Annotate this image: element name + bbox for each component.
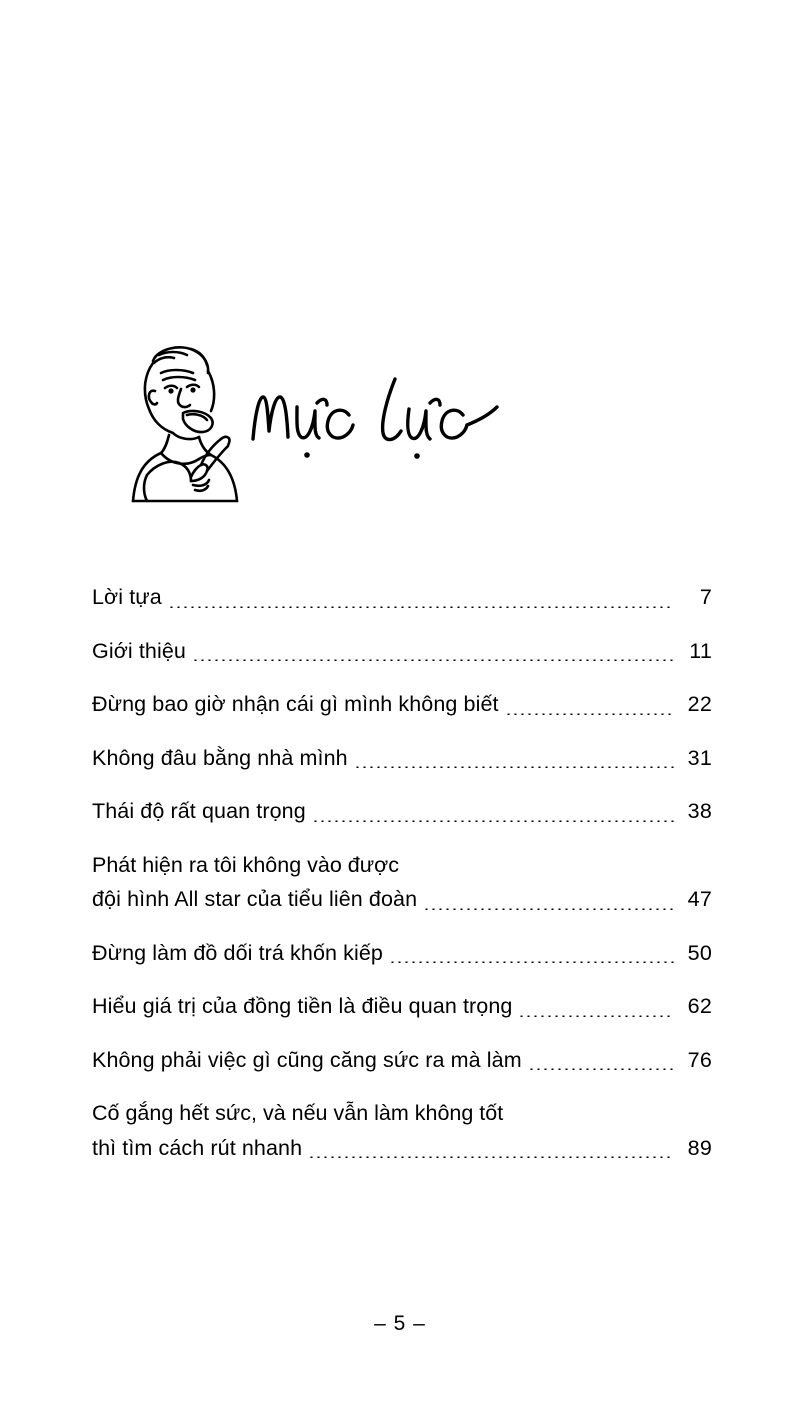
cartoon-man-pointing-icon <box>95 325 245 515</box>
toc-leader-dots <box>518 1014 674 1017</box>
toc-entry-page: 89 <box>687 1135 712 1160</box>
toc-entry-page: 62 <box>687 994 712 1019</box>
toc-entry[interactable] <box>92 796 712 827</box>
toc-entry-label-line1: Phát hiện ra tôi không vào được <box>92 852 399 877</box>
toc-leader-dots <box>423 907 674 910</box>
toc-entry[interactable] <box>92 689 712 720</box>
toc-entry-label: Không đâu bằng nhà mình <box>92 745 348 770</box>
toc-entry[interactable] <box>92 636 712 667</box>
toc-entry-label: Lời tựa <box>92 585 162 609</box>
page-title <box>245 363 545 473</box>
toc-leader-dots <box>308 1155 674 1158</box>
toc-entry-label: Đừng bao giờ nhận cái gì mình không biết <box>92 692 499 717</box>
toc-leader-dots <box>354 765 674 768</box>
toc-entry-label: Không phải việc gì cũng căng sức ra mà làm <box>92 1047 522 1072</box>
toc-entry-page: 31 <box>687 745 712 770</box>
toc-entry[interactable] <box>92 743 712 774</box>
toc-entry-label: Hiểu giá trị của đồng tiền là điều quan trọng <box>92 994 513 1019</box>
toc-entry-page: 11 <box>689 638 712 663</box>
toc-entry-label: Giới thiệu <box>92 638 186 663</box>
toc-leader-dots <box>168 605 674 608</box>
toc-entry-page: 38 <box>687 799 712 824</box>
toc-entry[interactable] <box>92 1045 712 1076</box>
toc-entry-label-line1: Cố gắng hết sức, và nếu vẫn làm không tốt <box>92 1101 504 1126</box>
toc-entry-page: 22 <box>687 692 712 717</box>
toc-entry[interactable] <box>92 1098 712 1163</box>
toc-leader-dots <box>192 658 674 661</box>
toc-entry-label-line2: thì tìm cách rút nhanh <box>92 1135 303 1160</box>
toc-leader-dots <box>312 819 674 822</box>
toc-leader-dots <box>389 960 674 963</box>
toc-entry-label: Thái độ rất quan trọng <box>92 799 306 824</box>
toc-entry-page: 7 <box>699 585 712 609</box>
contents-header <box>95 325 715 525</box>
toc-entry-page: 50 <box>687 940 712 965</box>
toc-entry[interactable] <box>92 850 712 915</box>
toc-leader-dots <box>505 712 674 715</box>
toc-entry-page: 47 <box>687 887 712 912</box>
toc-entry-label: Đừng làm đồ dối trá khốn kiếp <box>92 940 383 965</box>
toc-entry-label-line2: đội hình All star của tiểu liên đoàn <box>92 887 418 912</box>
table-of-contents <box>92 582 712 1186</box>
toc-entry[interactable] <box>92 991 712 1022</box>
toc-entry-page: 76 <box>687 1047 712 1072</box>
toc-entry[interactable] <box>92 938 712 969</box>
toc-entry[interactable] <box>92 582 712 613</box>
toc-leader-dots <box>528 1067 674 1070</box>
page-number-footer: – 5 – <box>374 1312 426 1335</box>
